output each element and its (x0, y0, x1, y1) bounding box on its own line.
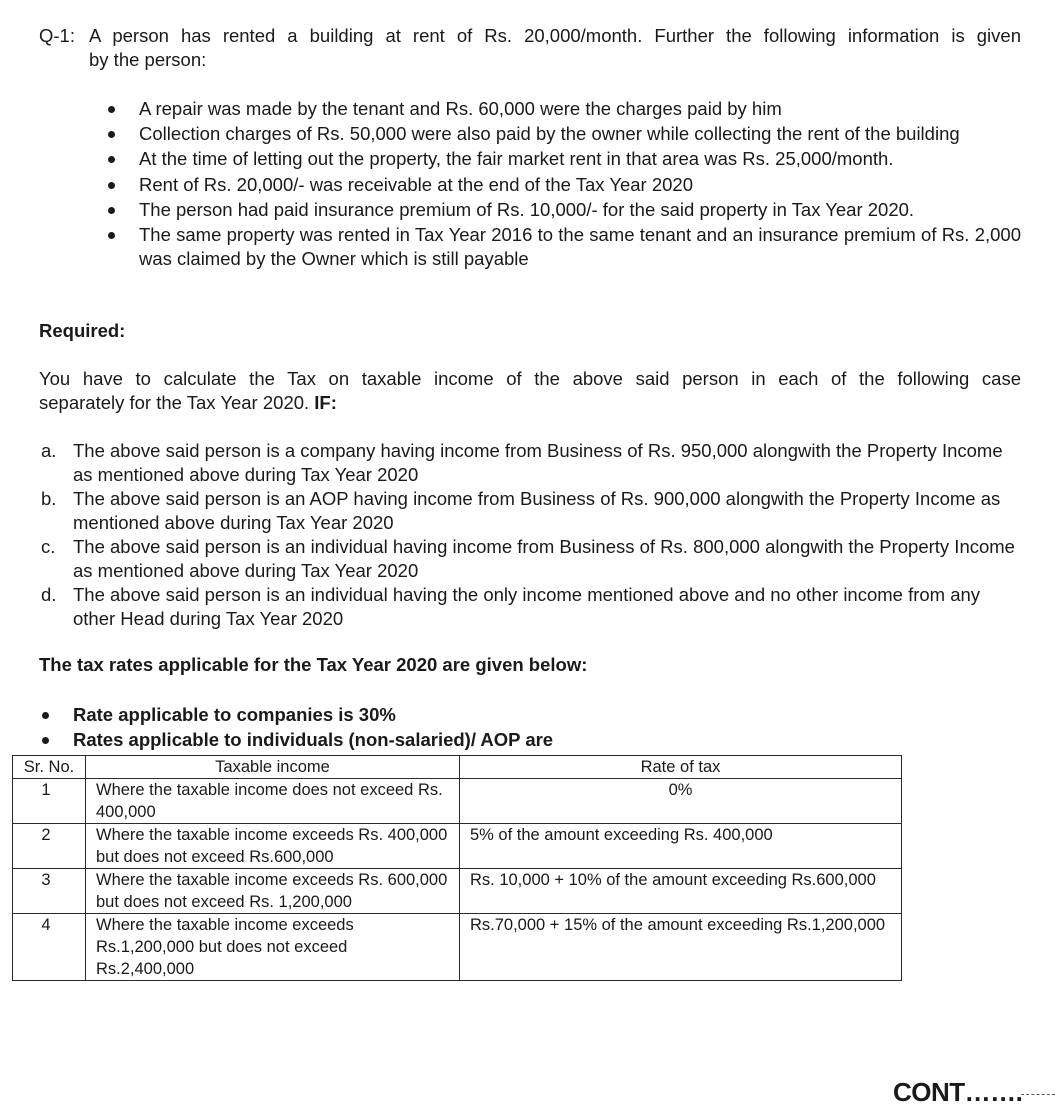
header-taxable-income: Taxable income (86, 756, 460, 779)
cell-sr: 3 (13, 869, 86, 914)
instruction (39, 367, 1021, 415)
table-header-row (13, 756, 902, 779)
rates-heading: The tax rates applicable for the Tax Year 2020 are given below: (39, 654, 588, 675)
header-sr-no: Sr. No. (13, 756, 86, 779)
question-line-2: by the person: (89, 49, 207, 70)
bullet-icon (108, 232, 115, 239)
bullet-icon (42, 737, 49, 744)
case-item (39, 439, 1021, 487)
cell-income: Where the taxable income exceeds Rs. 600,000 but does not exceed Rs. 1,200,000 (86, 869, 460, 914)
table-row (13, 824, 902, 869)
case-label: b. (41, 488, 57, 509)
cell-sr: 1 (13, 779, 86, 824)
cell-rate: 5% of the amount exceeding Rs. 400,000 (460, 824, 902, 869)
cell-sr: 2 (13, 824, 86, 869)
cell-income: Where the taxable income exceeds Rs.1,200,000 but does not exceed Rs.2,400,000 (86, 914, 460, 981)
bullet-icon (108, 106, 115, 113)
continued-label: CONT……. (893, 1077, 1023, 1107)
table-row (13, 779, 902, 824)
cell-rate: 0% (460, 779, 902, 824)
cell-rate: Rs.70,000 + 15% of the amount exceeding Rs.1,200,000 (460, 914, 902, 981)
instruction-emphasis: IF: (314, 392, 337, 413)
question-header (39, 24, 1021, 72)
required-label: Required: (39, 320, 126, 341)
instruction-line-2: separately for the Tax Year 2020. (39, 392, 310, 413)
rate-note: Rates applicable to individuals (non-salaried)/ AOP are (39, 728, 739, 752)
case-item (39, 535, 1021, 583)
cell-income: Where the taxable income exceeds Rs. 400,000 but does not exceed Rs.600,000 (86, 824, 460, 869)
case-label: a. (41, 440, 57, 461)
cell-rate: Rs. 10,000 + 10% of the amount exceeding Rs.600,000 (460, 869, 902, 914)
cell-income: Where the taxable income does not exceed Rs. 400,000 (86, 779, 460, 824)
table-row (13, 914, 902, 981)
case-label: c. (41, 536, 56, 557)
header-rate-of-tax: Rate of tax (460, 756, 902, 779)
case-item (39, 583, 1021, 631)
rate-note: Rate applicable to companies is 30% (39, 703, 739, 727)
cases-list (39, 439, 1021, 631)
case-item (39, 487, 1021, 535)
fact-item: A repair was made by the tenant and Rs. 60,000 were the charges paid by him (104, 97, 1021, 121)
case-text: The above said person is a company having income from Business of Rs. 950,000 alongwith the Property Income as mentioned above during Tax Year 2020 (73, 440, 1003, 485)
table-row (13, 869, 902, 914)
bullet-icon (108, 207, 115, 214)
cell-sr: 4 (13, 914, 86, 981)
fact-item: The same property was rented in Tax Year 2016 to the same tenant and an insurance premium of Rs. 2,000 was claimed by the Owner which is still payable (104, 223, 1021, 271)
instruction-line-1: You have to calculate the Tax on taxable income of the above said person in each of the following case (39, 368, 1021, 389)
fact-item: Rent of Rs. 20,000/- was receivable at the end of the Tax Year 2020 (104, 173, 1021, 197)
facts-list (104, 97, 1021, 272)
rate-notes-list (39, 703, 739, 753)
question-number: Q-1: (39, 25, 75, 46)
bullet-icon (108, 156, 115, 163)
tax-rates-table (12, 755, 902, 981)
question-text (89, 24, 1021, 72)
bullet-icon (108, 182, 115, 189)
bullet-icon (108, 131, 115, 138)
fact-item: Collection charges of Rs. 50,000 were also paid by the owner while collecting the rent of the building (104, 122, 1021, 146)
question-line-1: A person has rented a building at rent of Rs. 20,000/month. Further the following information is given (89, 25, 1021, 46)
continued-divider (1021, 1094, 1055, 1095)
case-text: The above said person is an individual having income from Business of Rs. 800,000 alongwith the Property Income as mentioned above during Tax Year 2020 (73, 536, 1015, 581)
bullet-icon (42, 712, 49, 719)
case-text: The above said person is an AOP having income from Business of Rs. 900,000 alongwith the Property Income as mentioned above during Tax Year 2020 (73, 488, 1001, 533)
case-text: The above said person is an individual having the only income mentioned above and no other income from any other Head during Tax Year 2020 (73, 584, 981, 629)
fact-item: The person had paid insurance premium of Rs. 10,000/- for the said property in Tax Year 2020. (104, 198, 1021, 222)
case-label: d. (41, 584, 57, 605)
fact-item: At the time of letting out the property, the fair market rent in that area was Rs. 25,000/month. (104, 147, 1021, 171)
